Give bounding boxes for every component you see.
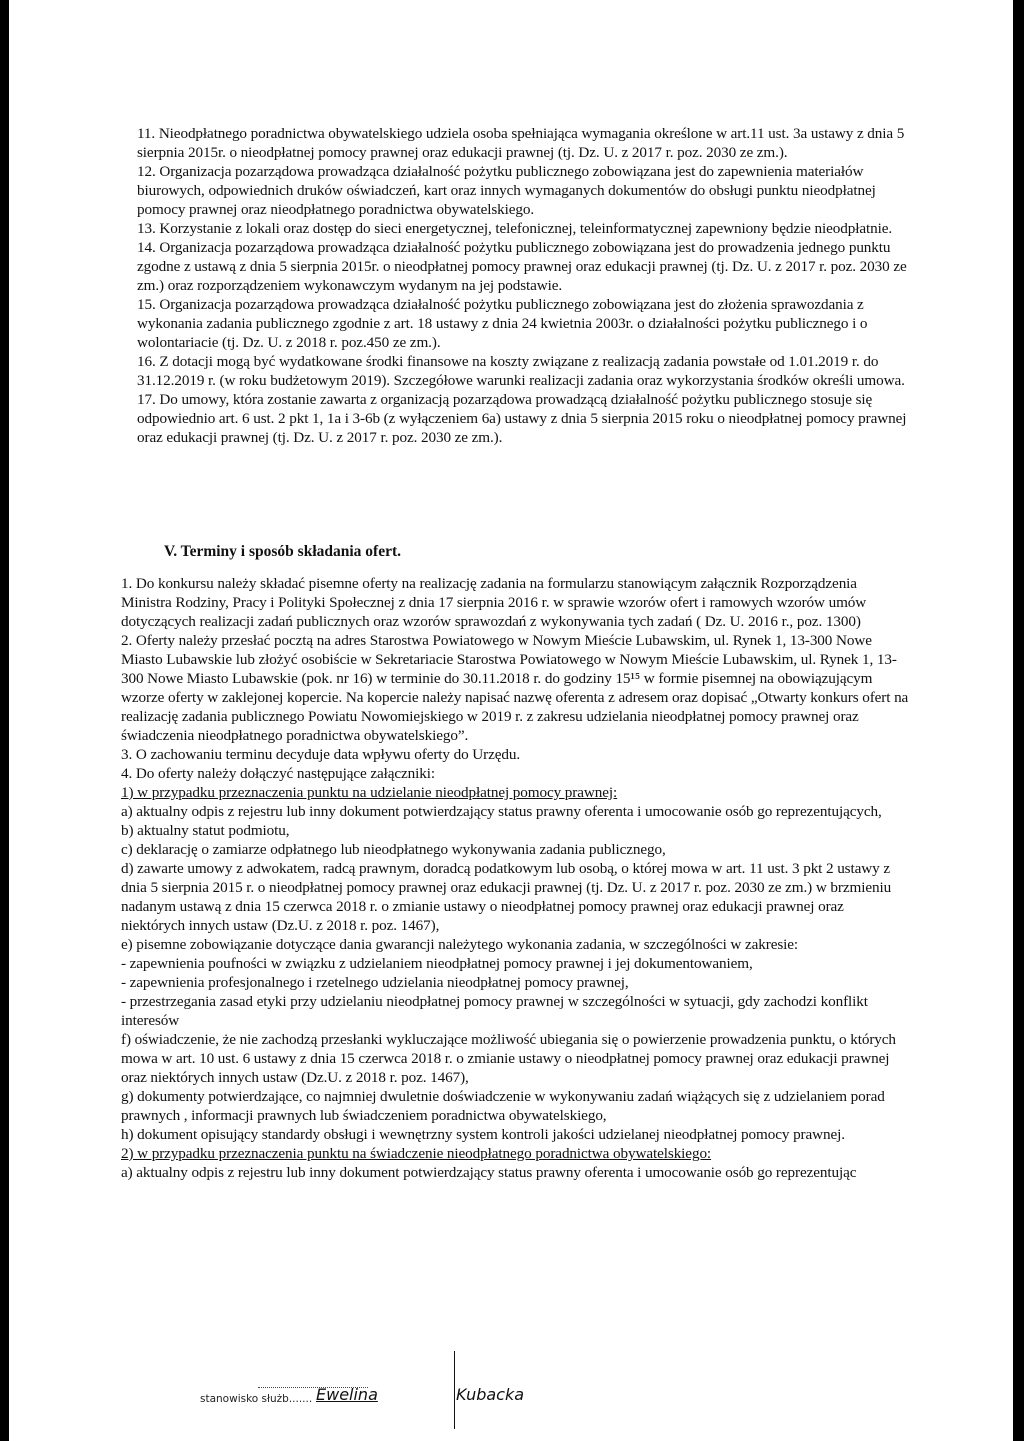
paragraph-v-3: 3. O zachowaniu terminu decyduje data wpływu oferty do Urzędu. — [121, 746, 521, 763]
section-heading: V. Terminy i sposób składania ofert. — [164, 543, 402, 560]
subheading-civic-advice: 2) w przypadku przeznaczenia punktu na świadczenie nieodpłatnego poradnictwa obywatelskiego: — [121, 1145, 712, 1162]
paragraphs-section-iv — [137, 124, 909, 447]
list-item: - zapewnienia profesjonalnego i rzetelnego udzielania nieodpłatnej pomocy prawnej, — [121, 974, 629, 991]
list-item: - przestrzegania zasad etyki przy udzielaniu nieodpłatnej pomocy prawnej w szczególności w sytuacji, gdy zachodzi konflikt interesów — [121, 993, 868, 1029]
list-item: e) pisemne zobowiązanie dotyczące dania gwarancji należytego wykonania zadania, w szczególności w zakresie: — [121, 936, 799, 953]
paragraph-14: 14. Organizacja pozarządowa prowadząca działalność pożytku publicznego zobowiązana jest do prowadzenia jednego punktu zgodne z ustawą z dnia 5 sierpnia 2015r. o nieodpłatnej pomocy prawnej oraz edukacji prawnej (tj. Dz. U. z 2017 r. poz. 2030 ze zm.) oraz rozporządzeniem wykonawczym wydanym na jej podstawie. — [137, 239, 907, 294]
list-item: - zapewnienia poufności w związku z udzielaniem nieodpłatnej pomocy prawnej i jej dokumentowaniem, — [121, 955, 753, 972]
list-item: d) zawarte umowy z adwokatem, radcą prawnym, doradcą podatkowym lub osobą, o której mowa w art. 11 ust. 3 pkt 2 ustawy z dnia 5 sierpnia 2015 r. o nieodpłatnej pomocy prawnej oraz edukacji prawnej (tj. Dz. U. z 2017 r. poz. 2030 ze zm.) w brzmieniu nadanym ustawą z dnia 15 czerwca 2018 r. o zmianie ustawy o nieodpłatnej pomocy prawnej oraz edukacji prawnej oraz niektórych innych ustaw (Dz.U. z 2018 r. poz. 1467), — [121, 860, 892, 934]
paragraph-16: 16. Z dotacji mogą być wydatkowane środki finansowe na koszty związane z realizacją zadania powstałe od 1.01.2019 r. do 31.12.2019 r. (w roku budżetowym 2019). Szczegółowe warunki realizacji zadania oraz wykorzystania środków określi umowa. — [137, 353, 905, 389]
paragraph-15: 15. Organizacja pozarządowa prowadząca działalność pożytku publicznego zobowiązana jest do złożenia sprawozdania z wykonania zadania publicznego zgodnie z art. 18 ustawy z dnia 24 kwietnia 2003r. o działalności pożytku publicznego i o wolontariacie (tj. Dz. U. z 2018 r. poz.450 ze zm.). — [137, 296, 868, 351]
list-item: h) dokument opisujący standardy obsługi i wewnętrzny system kontroli jakości udzielanej nieodpłatnej pomocy prawnej. — [121, 1126, 845, 1143]
paragraph-v-4: 4. Do oferty należy dołączyć następujące załączniki: — [121, 765, 435, 782]
paragraph-13: 13. Korzystanie z lokali oraz dostęp do sieci energetycznej, telefonicznej, teleinformatycznej zapewniony będzie nieodpłatnie. — [137, 220, 893, 237]
list-item: a) aktualny odpis z rejestru lub inny dokument potwierdzający status prawny oferenta i umocowanie osób go reprezentując — [121, 1164, 857, 1181]
scan-border-right — [1013, 0, 1024, 1441]
stamp-label: stanowisko służb....... — [200, 1393, 313, 1405]
list-item: f) oświadczenie, że nie zachodzą przesłanki wykluczające możliwość ubiegania się o powierzenie prowadzenia punktu, o których mowa w art. 10 ust. 6 ustawy z dnia 15 czerwca 2018 r. o zmianie ustawy o nieodpłatnej pomocy prawnej oraz edukacji prawnej oraz niektórych innych ustaw (Dz.U. z 2018 r. poz. 1467), — [121, 1031, 896, 1086]
signature-first-name: Ewelina — [316, 1385, 378, 1404]
subheading-legal-aid: 1) w przypadku przeznaczenia punktu na udzielanie nieodpłatnej pomocy prawnej: — [121, 784, 618, 801]
paragraph-v-2: 2. Oferty należy przesłać pocztą na adres Starostwa Powiatowego w Nowym Mieście Lubawskim, ul. Rynek 1, 13-300 Nowe Miasto Lubawskie lub złożyć osobiście w Sekretariacie Starostwa Powiatowego w Nowym Mieście Lubawskim, ul. Rynek 1, 13-300 Nowe Miasto Lubawskie (pok. nr 16) w terminie do 30.11.2018 r. do godziny 15¹⁵ w formie pisemnej na obowiązującym wzorze oferty w zaklejonej kopercie. Na kopercie należy napisać nazwę oferenta z adresem oraz dopisać „Otwarty konkurs ofert na realizację zadania publicznego Powiatu Nowomiejskiego w 2019 r. z zakresu udzielania nieodpłatnej pomocy prawnej oraz świadczenia nieodpłatnego poradnictwa obywatelskiego”. — [121, 632, 909, 744]
paragraph-v-1: 1. Do konkursu należy składać pisemne oferty na realizację zadania na formularzu stanowiącym załącznik Rozporządzenia Ministra Rodziny, Pracy i Polityki Społecznej z dnia 17 sierpnia 2016 r. w sprawie wzorów ofert i ramowych wzorów umów dotyczących realizacji zadań publicznych oraz wzorów sprawozdań z wykonywania tych zadań ( Dz. U. 2016 r., poz. 1300) — [121, 575, 867, 630]
paragraph-12: 12. Organizacja pozarządowa prowadząca działalność pożytku publicznego zobowiązana jest do zapewnienia materiałów biurowych, odpowiednich druków oświadczeń, kart oraz innych wymaganych dokumentów do obsługi punktu nieodpłatnej pomocy prawnej oraz nieodpłatnego poradnictwa obywatelskiego. — [137, 163, 876, 218]
footer-stamp — [200, 1385, 600, 1425]
signature-stroke — [454, 1351, 455, 1429]
scan-border-left — [0, 0, 9, 1441]
list-item: a) aktualny odpis z rejestru lub inny dokument potwierdzający status prawny oferenta i umocowanie osób go reprezentujących, — [121, 803, 882, 820]
list-item: b) aktualny statut podmiotu, — [121, 822, 290, 839]
list-item: g) dokumenty potwierdzające, co najmniej dwuletnie doświadczenie w wykonywaniu zadań wiążących się z udzielaniem porad prawnych , informacji prawnych lub świadczeniem poradnictwa obywatelskiego, — [121, 1088, 885, 1124]
paragraph-17: 17. Do umowy, która zostanie zawarta z organizacją pozarządowa prowadzącą działalność pożytku publicznego stosuje się odpowiednio art. 6 ust. 2 pkt 1, 1a i 3-6b (z wyłączeniem 6a) ustawy z dnia 5 sierpnia 2015 roku o nieodpłatnej pomocy prawnej oraz edukacji prawnej (tj. Dz. U. z 2017 r. poz. 2030 ze zm.). — [137, 391, 907, 446]
paragraphs-section-v — [121, 574, 911, 1182]
list-item: c) deklarację o zamiarze odpłatnego lub nieodpłatnego wykonywania zadania publicznego, — [121, 841, 666, 858]
signature-last-name: Kubacka — [456, 1385, 525, 1404]
paragraph-11: 11. Nieodpłatnego poradnictwa obywatelskiego udziela osoba spełniająca wymagania określone w art.11 ust. 3a ustawy z dnia 5 sierpnia 2015r. o nieodpłatnej pomocy prawnej oraz edukacji prawnej (tj. Dz. U. z 2017 r. poz. 2030 ze zm.). — [137, 125, 905, 161]
